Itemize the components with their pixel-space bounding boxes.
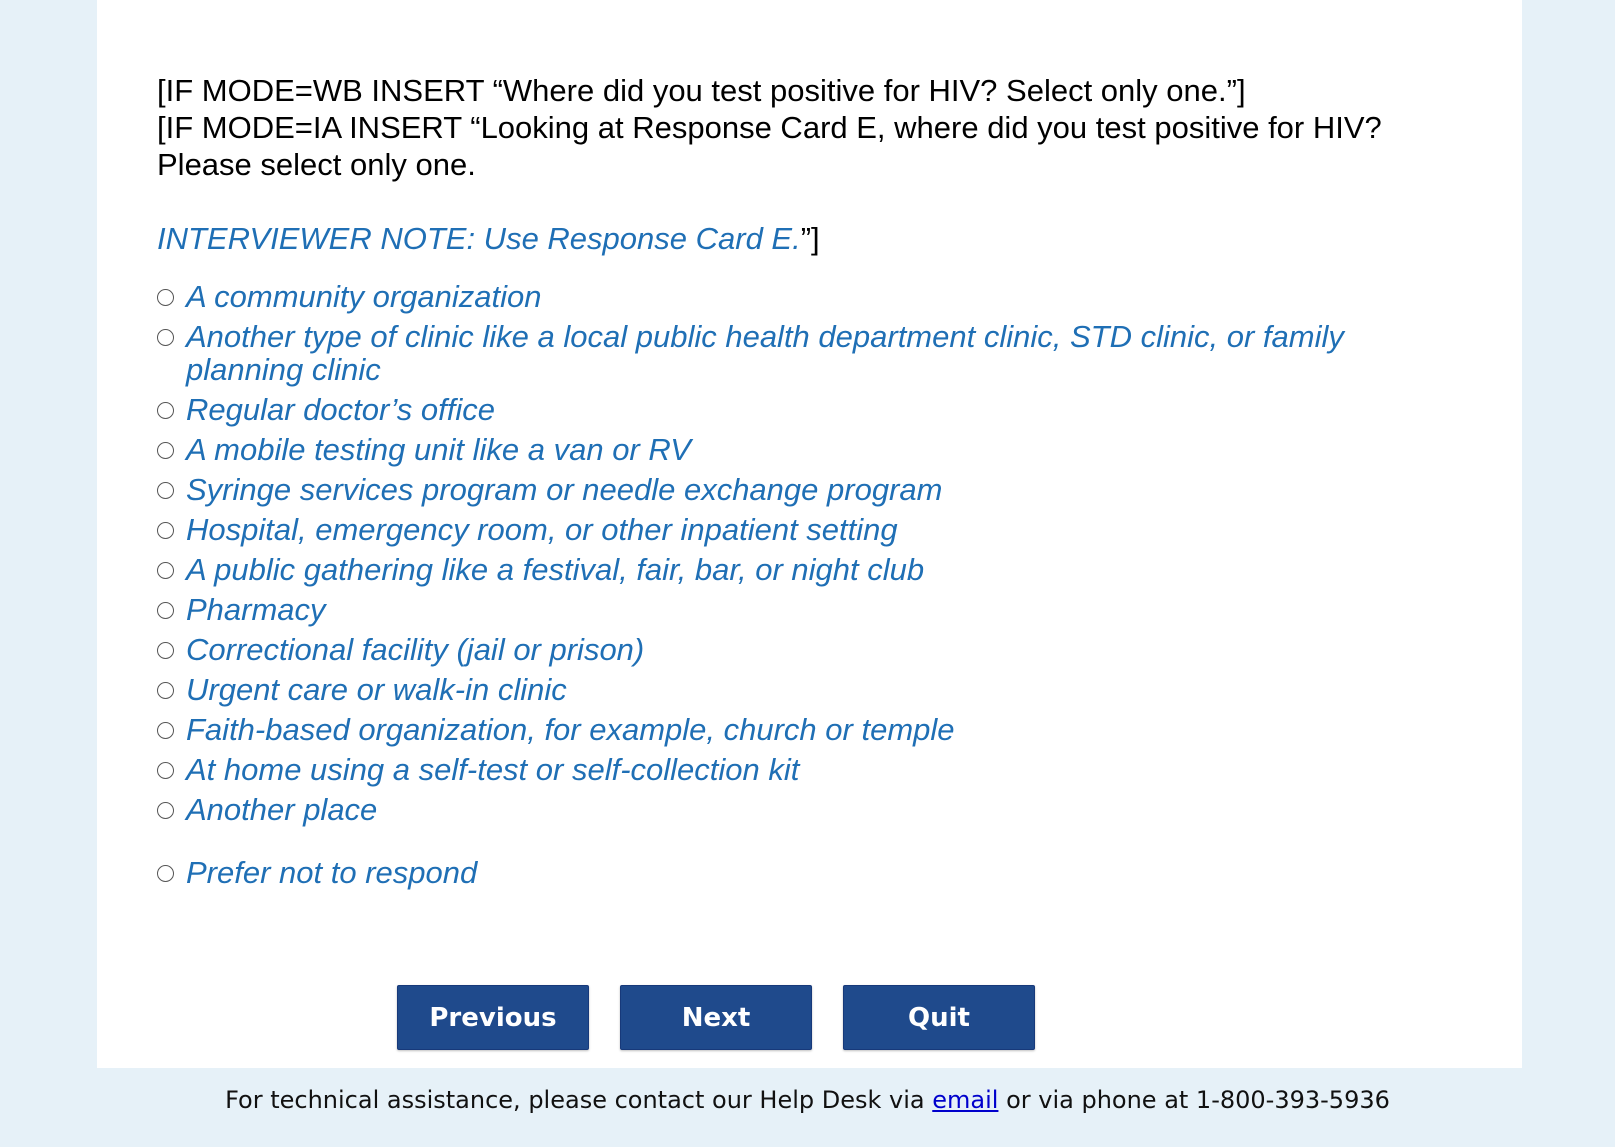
option-correctional-facility[interactable] — [157, 633, 1457, 666]
option-label: Correctional facility (jail or prison) — [186, 632, 645, 667]
radio-button[interactable] — [157, 562, 174, 579]
option-label: Urgent care or walk-in clinic — [186, 672, 567, 707]
footer-suffix: or via phone at 1-800-393-5936 — [998, 1086, 1390, 1114]
radio-button[interactable] — [157, 329, 174, 346]
option-at-home[interactable] — [157, 753, 1457, 786]
radio-button[interactable] — [157, 289, 174, 306]
radio-button[interactable] — [157, 865, 174, 882]
option-label: Syringe services program or needle exchange program — [186, 472, 943, 507]
next-button[interactable]: Next — [620, 985, 812, 1050]
survey-panel — [97, 0, 1522, 1068]
option-another-place[interactable] — [157, 793, 1457, 826]
radio-button[interactable] — [157, 722, 174, 739]
interviewer-note-closing: ”] — [800, 221, 820, 256]
option-label: Another place — [186, 792, 378, 827]
option-label: Hospital, emergency room, or other inpatient setting — [186, 512, 898, 547]
option-label: Regular doctor’s office — [186, 392, 496, 427]
response-options — [157, 280, 1457, 896]
radio-button[interactable] — [157, 682, 174, 699]
option-label: Another type of clinic like a local public health department clinic, STD clinic, or family planning clinic — [186, 319, 1344, 387]
footer-prefix: For technical assistance, please contact our Help Desk via — [225, 1086, 933, 1114]
radio-button[interactable] — [157, 402, 174, 419]
option-public-gathering[interactable] — [157, 553, 1457, 586]
radio-button[interactable] — [157, 482, 174, 499]
email-link[interactable]: email — [932, 1086, 999, 1114]
help-footer — [0, 1086, 1615, 1114]
radio-button[interactable] — [157, 442, 174, 459]
option-mobile-testing-unit[interactable] — [157, 433, 1457, 466]
radio-button[interactable] — [157, 522, 174, 539]
option-pharmacy[interactable] — [157, 593, 1457, 626]
radio-button[interactable] — [157, 642, 174, 659]
option-label: Prefer not to respond — [186, 855, 478, 890]
navigation-buttons — [397, 985, 1035, 1050]
option-label: At home using a self-test or self-collection kit — [186, 752, 800, 787]
previous-button[interactable]: Previous — [397, 985, 589, 1050]
interviewer-note-text: INTERVIEWER NOTE: Use Response Card E. — [157, 221, 801, 256]
option-label: A community organization — [186, 279, 542, 314]
radio-button[interactable] — [157, 802, 174, 819]
option-faith-based[interactable] — [157, 713, 1457, 746]
question-line-web: [IF MODE=WB INSERT “Where did you test positive for HIV? Select only one.”] — [157, 73, 1246, 108]
option-another-clinic[interactable] — [157, 320, 1457, 386]
option-syringe-services[interactable] — [157, 473, 1457, 506]
option-label: Pharmacy — [186, 592, 326, 627]
option-label: Faith-based organization, for example, church or temple — [186, 712, 955, 747]
interviewer-note — [157, 220, 820, 257]
option-prefer-not-to-respond[interactable] — [157, 856, 1457, 889]
option-label: A public gathering like a festival, fair, bar, or night club — [186, 552, 925, 587]
question-line-interview: [IF MODE=IA INSERT “Looking at Response Card E, where did you test positive for HIV? Please select only one. — [157, 110, 1382, 182]
option-urgent-care[interactable] — [157, 673, 1457, 706]
radio-button[interactable] — [157, 762, 174, 779]
option-label: A mobile testing unit like a van or RV — [186, 432, 691, 467]
radio-button[interactable] — [157, 602, 174, 619]
option-community-organization[interactable] — [157, 280, 1457, 313]
option-regular-doctor[interactable] — [157, 393, 1457, 426]
quit-button[interactable]: Quit — [843, 985, 1035, 1050]
option-hospital[interactable] — [157, 513, 1457, 546]
question-text — [157, 72, 1477, 183]
